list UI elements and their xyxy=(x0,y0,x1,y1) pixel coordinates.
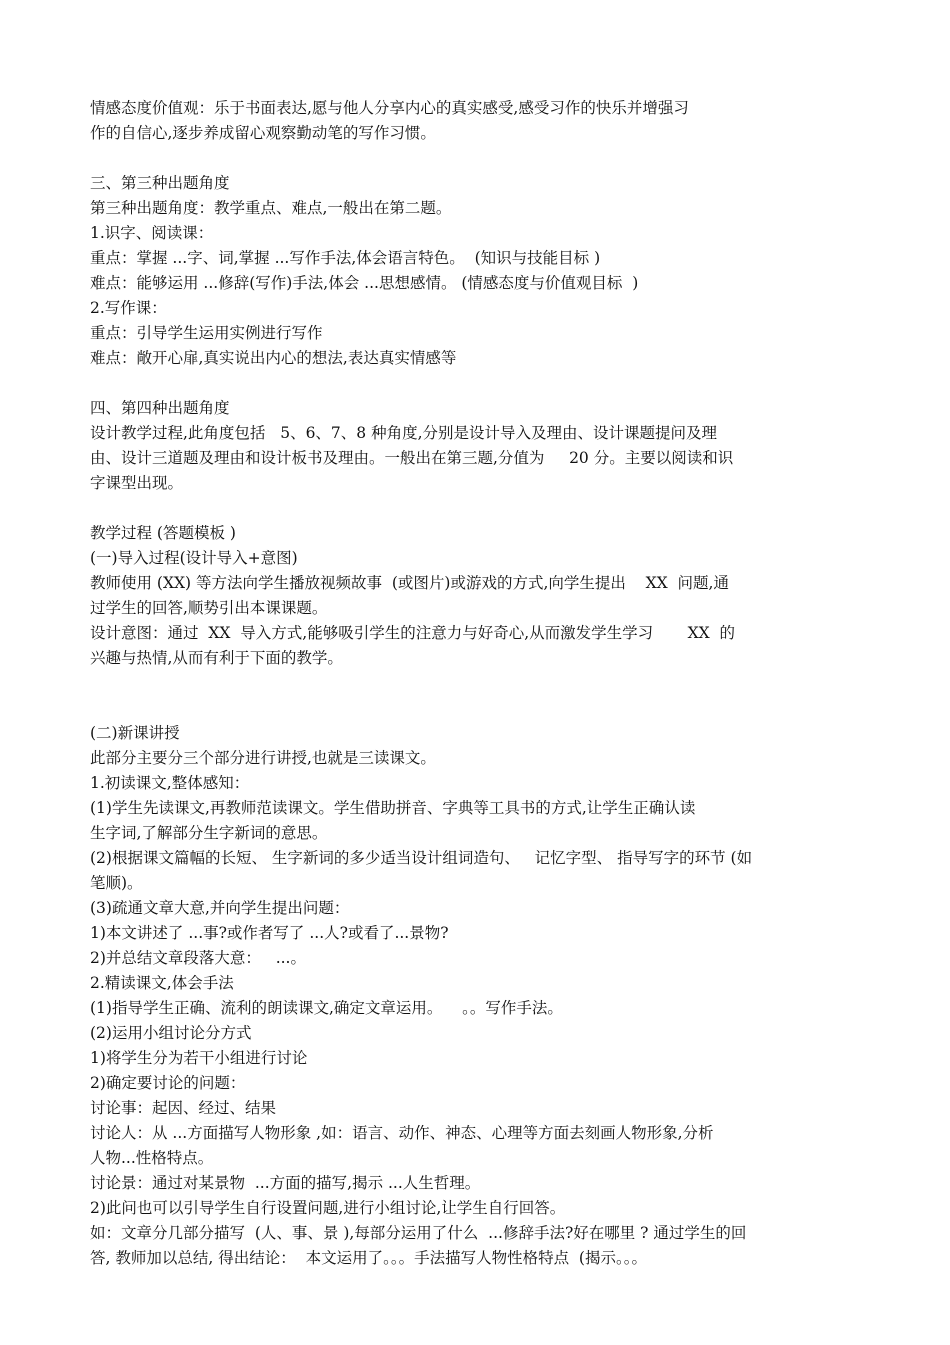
text-line: (二)新课讲授 xyxy=(90,724,180,742)
text-line: 难点：能够运用 ...修辞(写作)手法,体会 ...思想感情。 (情感态度与价值观目标 ) xyxy=(90,274,639,292)
text-line: 作的自信心,逐步养成留心观察勤动笔的写作习惯。 xyxy=(90,124,436,142)
text-line: 1)本文讲述了 ...事?或作者写了 ...人?或看了...景物? xyxy=(90,924,449,942)
text-line: 设计教学过程,此角度包括 5、6、7、8 种角度,分别是设计导入及理由、设计课题提问及理 xyxy=(90,424,718,442)
text-line: 情感态度价值观：乐于书面表达,愿与他人分享内心的真实感受,感受习作的快乐并增强习 xyxy=(90,99,689,117)
text-line: (2)根据课文篇幅的长短、 生字新词的多少适当设计组词造句、 记忆字型、 指导写字的环节 (如 xyxy=(90,849,753,867)
text-line: 由、设计三道题及理由和设计板书及理由。一般出在第三题,分值为 20 分。主要以阅读和识 xyxy=(90,449,734,467)
text-line: 2.精读课文,体会手法 xyxy=(90,974,234,992)
text-line: 讨论事：起因、经过、结果 xyxy=(90,1099,277,1117)
text-line: 重点：掌握 ...字、词,掌握 ...写作手法,体会语言特色。 (知识与技能目标 ) xyxy=(90,249,601,267)
text-line: (3)疏通文章大意,并向学生提出问题： xyxy=(90,899,350,917)
text-line: 重点：引导学生运用实例进行写作 xyxy=(90,324,323,342)
text-line: 教学过程 (答题模板 ) xyxy=(90,524,236,542)
text-line: 1.识字、阅读课： xyxy=(90,224,214,242)
text-line: (1)指导学生正确、流利的朗读课文,确定文章运用。 。。写作手法。 xyxy=(90,999,563,1017)
blank-line xyxy=(90,696,880,721)
text-line: 教师使用 (XX) 等方法向学生播放视频故事 (或图片)或游戏的方式,向学生提出 XX 问题,通 xyxy=(90,574,729,592)
text-line: 三、第三种出题角度 xyxy=(90,174,230,192)
text-line: 设计意图：通过 XX 导入方式,能够吸引学生的注意力与好奇心,从而激发学生学习 XX 的 xyxy=(90,624,736,642)
text-line: 2)确定要讨论的问题： xyxy=(90,1074,246,1092)
text-line: 答, 教师加以总结, 得出结论： 本文运用了。。。手法描写人物性格特点 (揭示。。。 xyxy=(90,1249,647,1267)
text-line: 兴趣与热情,从而有利于下面的教学。 xyxy=(90,649,343,667)
text-line: 过学生的回答,顺势引出本课课题。 xyxy=(90,599,328,617)
text-line: 人物...性格特点。 xyxy=(90,1149,214,1167)
blank-line xyxy=(90,671,880,696)
text-line: 1)将学生分为若干小组进行讨论 xyxy=(90,1049,308,1067)
text-line: (一)导入过程(设计导入+意图) xyxy=(90,549,298,567)
text-line: (2)运用小组讨论分方式 xyxy=(90,1024,252,1042)
blank-line xyxy=(90,146,880,171)
text-line: (1)学生先读课文,再教师范读课文。学生借助拼音、字典等工具书的方式,让学生正确认读 xyxy=(90,799,696,817)
text-line: 如：文章分几部分描写 (人、事、景 ),每部分运用了什么 ...修辞手法?好在哪里 ? 通过学生的回 xyxy=(90,1224,747,1242)
text-line: 此部分主要分三个部分进行讲授,也就是三读课文。 xyxy=(90,749,436,767)
document-body xyxy=(90,96,880,1271)
text-line: 难点：敞开心扉,真实说出内心的想法,表达真实情感等 xyxy=(90,349,457,367)
blank-line xyxy=(90,496,880,521)
text-line: 第三种出题角度：教学重点、难点,一般出在第二题。 xyxy=(90,199,452,217)
text-line: 1.初读课文,整体感知： xyxy=(90,774,250,792)
text-line: 四、第四种出题角度 xyxy=(90,399,230,417)
text-line: 讨论景：通过对某景物 ...方面的描写,揭示 ...人生哲理。 xyxy=(90,1174,481,1192)
text-line: 讨论人：从 ...方面描写人物形象 ,如：语言、动作、神态、心理等方面去刻画人物形象,分析 xyxy=(90,1124,714,1142)
text-line: 生字词,了解部分生字新词的意思。 xyxy=(90,824,328,842)
text-line: 笔顺)。 xyxy=(90,874,143,892)
text-line: 字课型出现。 xyxy=(90,474,184,492)
text-line: 2)并总结文章段落大意： ...。 xyxy=(90,949,306,967)
text-line: 2)此问也可以引导学生自行设置问题,进行小组讨论,让学生自行回答。 xyxy=(90,1199,566,1217)
text-line: 2.写作课： xyxy=(90,299,167,317)
blank-line xyxy=(90,371,880,396)
